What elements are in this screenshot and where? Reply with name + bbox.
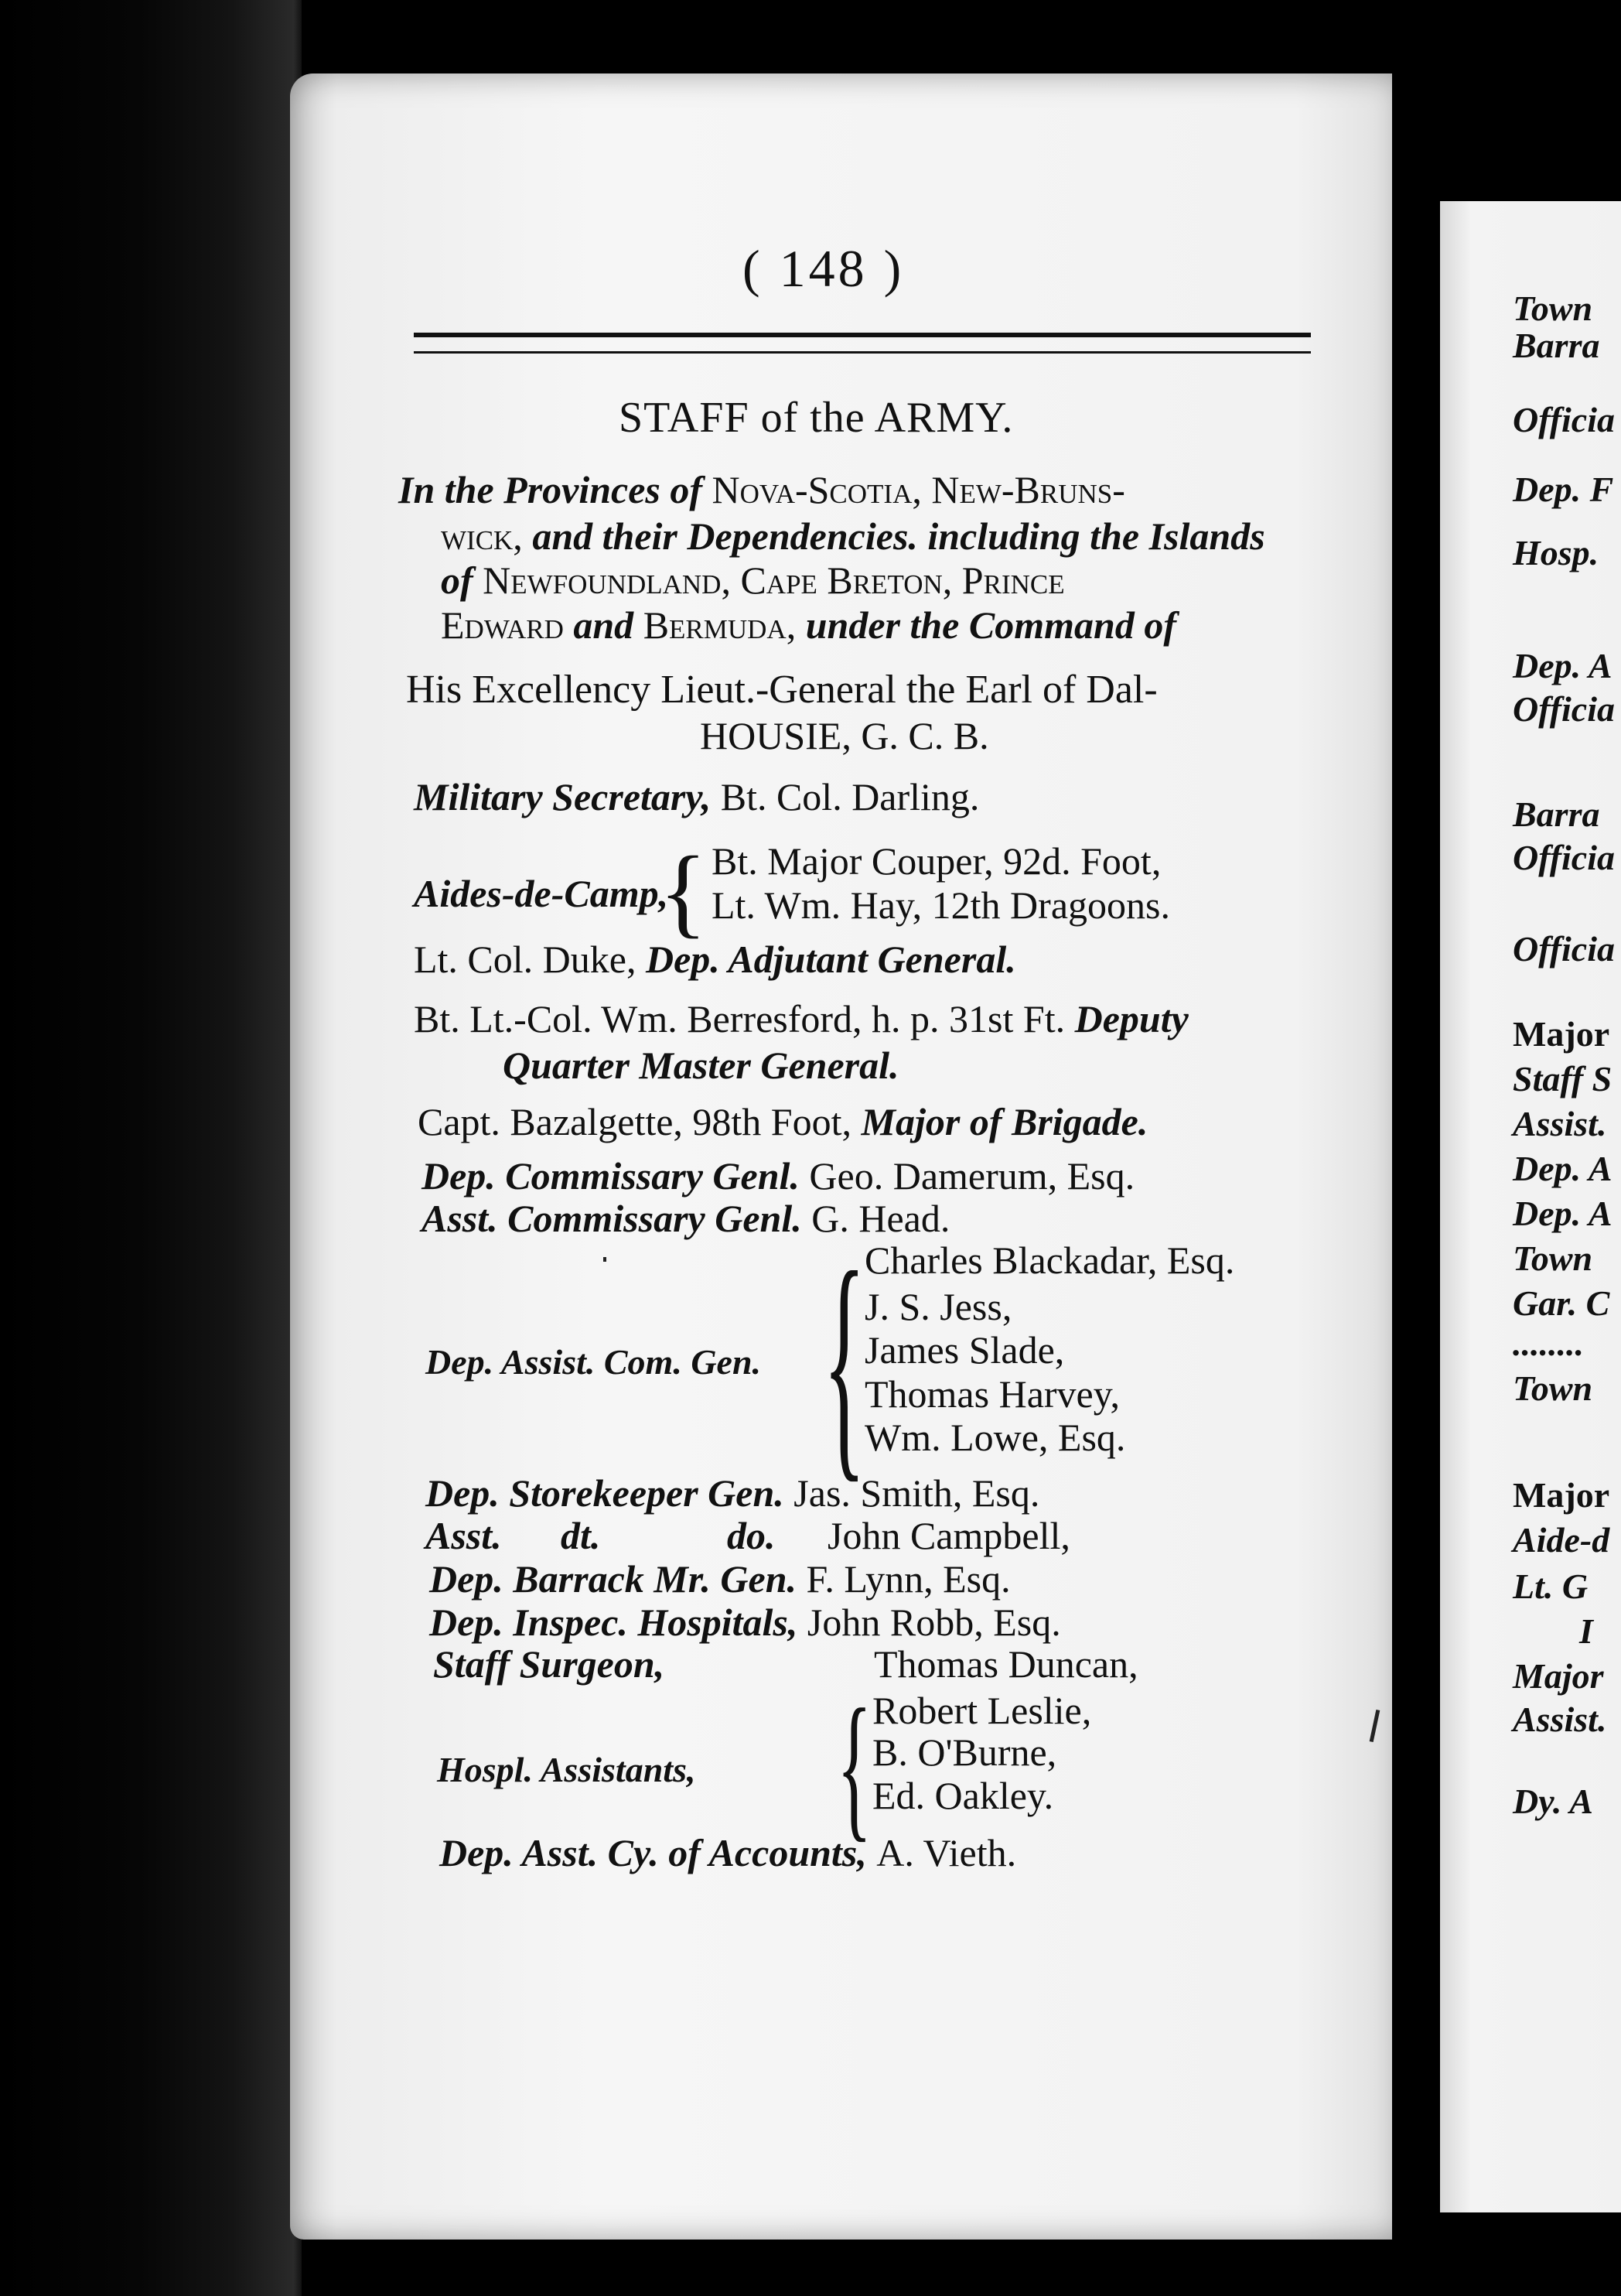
adjutant-line bbox=[414, 940, 1016, 979]
book-gutter bbox=[1392, 39, 1438, 2296]
place-names: Bermuda, bbox=[643, 603, 806, 647]
dep-assist-name: Wm. Lowe, Esq. bbox=[865, 1416, 1126, 1459]
entry-name: F. Lynn, Esq. bbox=[806, 1557, 1011, 1601]
intro-text: and bbox=[573, 603, 643, 647]
np-line: Barra bbox=[1513, 326, 1600, 365]
np-line: Dep. A bbox=[1513, 646, 1612, 685]
aide-name: Bt. Major Couper, 92d. Foot, bbox=[712, 839, 1162, 883]
entry-name: Bt. Lt.-Col. Wm. Berresford, h. p. 31st Ft. bbox=[414, 997, 1075, 1040]
entry-title: Dep. Adjutant General. bbox=[645, 938, 1016, 981]
np-line: Major bbox=[1513, 1475, 1610, 1515]
np-line: Aide-d bbox=[1513, 1520, 1610, 1560]
entry-name: Geo. Damerum, Esq. bbox=[809, 1154, 1135, 1198]
commander-line-1: His Excellency Lieut.-General the Earl of Dal- bbox=[406, 668, 1158, 712]
entry-name: Thomas Duncan, bbox=[874, 1642, 1138, 1686]
hosp-assistant-name: Robert Leslie, bbox=[872, 1689, 1092, 1732]
np-line: Gar. C bbox=[1513, 1283, 1610, 1323]
entry-name: John Robb, Esq. bbox=[807, 1601, 1061, 1644]
entry-title: Military Secretary, bbox=[414, 775, 721, 818]
commissary-line bbox=[421, 1154, 1135, 1198]
storekeeper-line bbox=[425, 1471, 1040, 1515]
asst-storekeeper-line bbox=[425, 1514, 1070, 1557]
scan-background bbox=[0, 0, 302, 2296]
np-line: Officia bbox=[1513, 400, 1616, 439]
accounts-line bbox=[439, 1833, 1016, 1872]
entry-title: Dep. Asst. Cy. of Accounts, bbox=[439, 1831, 877, 1874]
ditto-mark: dt. bbox=[561, 1514, 601, 1557]
aides-brace: { bbox=[659, 836, 708, 948]
facing-page-fragment bbox=[1440, 201, 1621, 2212]
hosp-assistants-title: Hospl. Assistants, bbox=[437, 1750, 696, 1789]
np-line: I bbox=[1579, 1611, 1593, 1651]
entry-title: Major of Brigade. bbox=[861, 1100, 1148, 1143]
entry-name: Bt. Col. Darling. bbox=[720, 775, 980, 818]
staff-surgeon-line bbox=[433, 1642, 1138, 1686]
hosp-assistant-name: B. O'Burne, bbox=[872, 1731, 1057, 1774]
np-line: Dep. F bbox=[1513, 470, 1614, 509]
intro-text: of bbox=[441, 559, 483, 602]
np-line: Staff S bbox=[1513, 1059, 1612, 1098]
np-line: Dep. A bbox=[1513, 1194, 1612, 1233]
entry-title: Asst. Commissary Genl. bbox=[421, 1197, 812, 1240]
brigade-line bbox=[418, 1102, 1148, 1141]
barrack-line bbox=[429, 1557, 1011, 1601]
entry-name: A. Vieth. bbox=[876, 1831, 1017, 1874]
np-line: Town bbox=[1513, 1368, 1593, 1408]
qmg-line-1 bbox=[414, 999, 1189, 1038]
np-line: Assist. bbox=[1513, 1700, 1607, 1739]
asst-commissary-line bbox=[421, 1199, 950, 1238]
intro-text: under the Command of bbox=[805, 603, 1176, 647]
np-line: Officia bbox=[1513, 689, 1616, 729]
np-line: Dy. A bbox=[1513, 1782, 1593, 1821]
entry-title: Dep. Barrack Mr. Gen. bbox=[429, 1557, 807, 1601]
place-names: Newfoundland, Cape Breton, Prince bbox=[483, 559, 1065, 602]
intro-text: and their Dependencies. including the Islands bbox=[532, 514, 1265, 558]
intro-line-3 bbox=[441, 561, 1065, 600]
intro-text: In the Provinces of bbox=[398, 468, 712, 511]
hosp-assistants-brace: { bbox=[837, 1676, 872, 1856]
np-line: Major bbox=[1513, 1656, 1604, 1696]
entry-title: Deputy bbox=[1074, 997, 1189, 1040]
intro-line-2 bbox=[441, 514, 1265, 558]
np-line: Lt. G bbox=[1513, 1567, 1589, 1606]
place-names: Edward bbox=[441, 603, 574, 647]
intro-line-4 bbox=[441, 603, 1176, 647]
aide-name: Lt. Wm. Hay, 12th Dragoons. bbox=[712, 883, 1170, 927]
np-line: ........ bbox=[1513, 1324, 1584, 1363]
hosp-assistant-name: Ed. Oakley. bbox=[872, 1774, 1054, 1817]
place-names: wick, bbox=[441, 514, 533, 558]
entry-name: Lt. Col. Duke, bbox=[414, 938, 646, 981]
entry-title: Staff Surgeon, bbox=[433, 1642, 665, 1686]
entry-name: Jas. Smith, Esq. bbox=[793, 1471, 1040, 1515]
entry-title: Dep. Storekeeper Gen. bbox=[425, 1471, 794, 1515]
page-number: ( 148 ) bbox=[742, 239, 905, 298]
np-line: Officia bbox=[1513, 838, 1616, 877]
hospitals-line bbox=[429, 1603, 1061, 1642]
np-line: Assist. bbox=[1513, 1104, 1607, 1143]
entry-title: Dep. Commissary Genl. bbox=[421, 1154, 810, 1198]
place-names: Nova-Scotia, New-Bruns- bbox=[712, 468, 1125, 511]
np-line: Dep. A bbox=[1513, 1149, 1612, 1188]
dep-assist-name: Thomas Harvey, bbox=[865, 1372, 1120, 1416]
entry-title: Asst. bbox=[425, 1514, 502, 1557]
intro-line-1 bbox=[398, 470, 1125, 509]
dep-assist-name: Charles Blackadar, Esq. bbox=[865, 1239, 1235, 1282]
commander-line-2: HOUSIE, G. C. B. bbox=[700, 714, 989, 757]
entry-name: G. Head. bbox=[811, 1197, 950, 1240]
np-line: Major bbox=[1513, 1014, 1610, 1054]
scan-mark bbox=[603, 1257, 606, 1262]
entry-name: Capt. Bazalgette, 98th Foot, bbox=[418, 1100, 862, 1143]
page-heading: STAFF of the ARMY. bbox=[619, 394, 1014, 442]
dep-assist-brace: { bbox=[823, 1221, 866, 1503]
entry-name: John Campbell, bbox=[828, 1514, 1070, 1557]
np-line: Town bbox=[1513, 1239, 1593, 1278]
military-secretary-line bbox=[414, 777, 979, 816]
header-rule bbox=[414, 333, 1311, 354]
aides-title: Aides-de-Camp, bbox=[414, 872, 669, 915]
ditto-mark: do. bbox=[727, 1514, 776, 1557]
qmg-line-2: Quarter Master General. bbox=[503, 1044, 899, 1087]
entry-title: Dep. Inspec. Hospitals, bbox=[429, 1601, 807, 1644]
dep-assist-name: J. S. Jess, bbox=[865, 1285, 1012, 1328]
np-line: Officia bbox=[1513, 929, 1616, 969]
np-line: Town bbox=[1513, 289, 1593, 328]
dep-assist-title: Dep. Assist. Com. Gen. bbox=[425, 1342, 762, 1382]
np-line: Barra bbox=[1513, 794, 1600, 834]
np-line: Hosp. bbox=[1513, 533, 1599, 572]
dep-assist-name: James Slade, bbox=[865, 1328, 1065, 1372]
